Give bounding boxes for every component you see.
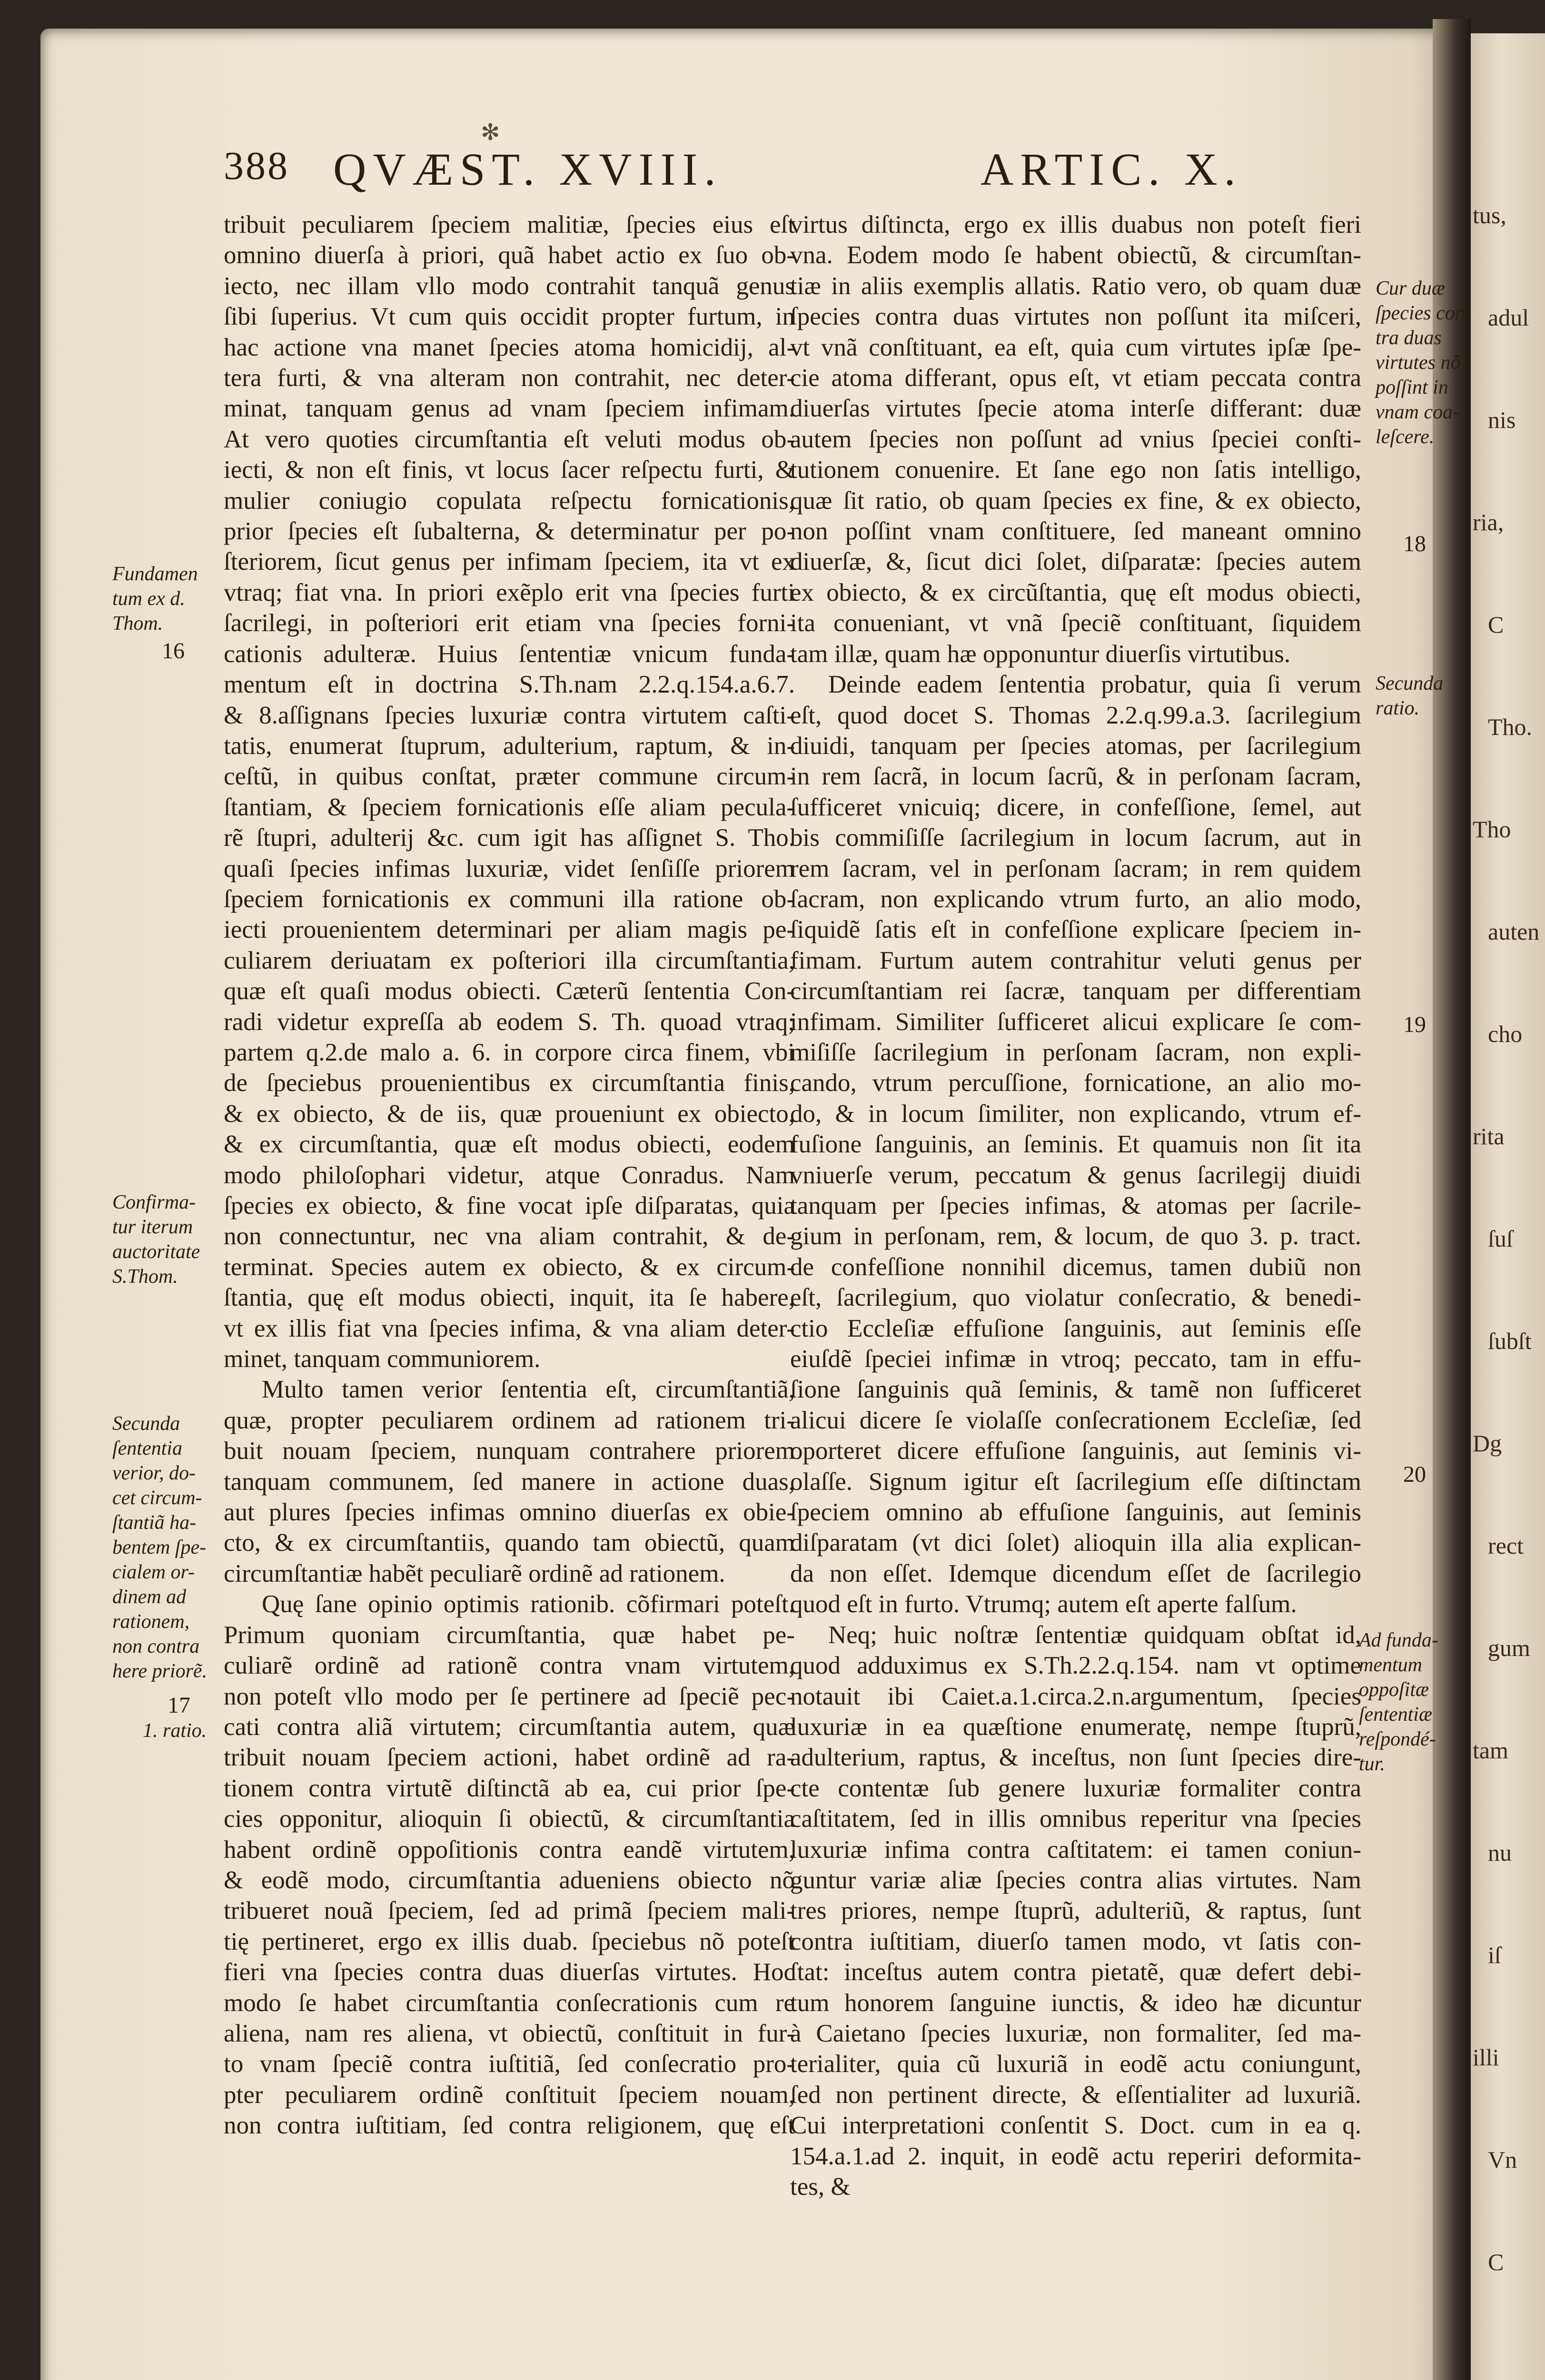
text-line: ſpecies contra duas virtutes non poſſunt ita miſceri, xyxy=(790,303,1361,331)
text-line: quaſi ſpecies infimas luxuriæ, videt ſenſiſſe priorem xyxy=(224,854,795,883)
text-line: tanquam per ſpecies infimas, & atomas per ſacrile- xyxy=(790,1192,1361,1220)
margin-note-line: verior, do- xyxy=(112,1462,196,1484)
text-line: ſtantiam, & ſpeciem fornicationis eſſe aliam pecula- xyxy=(224,793,795,821)
margin-note-line: leſcere. xyxy=(1376,426,1435,448)
text-line: in rem ſacrã, in locum ſacrũ, & in perſonam ſacram, xyxy=(790,763,1361,791)
adjacent-page-fragment: nu xyxy=(1488,1839,1512,1866)
margin-note-ad-fundamentum xyxy=(1359,1628,1438,1776)
text-line: tię pertineret, ergo ex illis duab. ſpeciebus nõ poteſt xyxy=(224,1927,795,1955)
margin-note-line: tra duas xyxy=(1376,327,1442,349)
adjacent-page-fragment: gum xyxy=(1488,1635,1530,1661)
text-line: rẽ ſtupri, adulterij &c. cum igit has aſſignet S. Tho. xyxy=(224,824,795,852)
text-line: omnino diuerſa à priori, quã habet actio ex ſuo ob- xyxy=(224,241,795,269)
text-line: tam illæ, quam hæ opponuntur diuerſis virtutibus. xyxy=(790,640,1291,668)
adjacent-page-fragment: Vn xyxy=(1488,2146,1517,2173)
text-line: ex obiecto, & ex circũſtantia, quę eſt modus obiecti, xyxy=(790,578,1361,606)
text-line: habent ordinẽ oppoſitionis contra eandẽ virtutem, xyxy=(224,1835,795,1864)
text-line: tutionem conuenire. Et ſane ego non ſatis intelligo, xyxy=(790,456,1361,484)
text-line: cati contra aliã virtutem; circumſtantia autem, quæ xyxy=(224,1713,795,1741)
text-line: vna. Eodem modo ſe habent obiectũ, & circumſtan- xyxy=(790,241,1361,269)
text-line: quod adduximus ex S.Th.2.2.q.154. nam vt optime xyxy=(790,1652,1361,1680)
text-line: alicui dicere ſe violaſſe conſecrationem Eccleſiæ, ſed xyxy=(790,1406,1361,1434)
text-line: tionem contra virtutẽ diſtinctã ab ea, cui prior ſpe- xyxy=(224,1774,795,1802)
text-line: prior ſpecies eſt ſubalterna, & determinatur per po- xyxy=(224,517,795,545)
text-line: tatis, enumerat ſtuprum, adulterium, raptum, & in- xyxy=(224,732,795,760)
adjacent-page-fragment: auten xyxy=(1488,918,1540,945)
right-text-column xyxy=(790,209,1361,2202)
adjacent-page-fragment: ſuſ xyxy=(1488,1225,1513,1252)
text-line: cte contentæ ſub genere luxuriæ formaliter contra xyxy=(790,1774,1361,1802)
margin-note-line: tum ex d. xyxy=(112,588,185,610)
text-line: ita conueniant, vt vnã ſpeciẽ conſtituant, ſiquidem xyxy=(790,609,1361,637)
text-line: vtraq; fiat vna. In priori exẽplo erit vna ſpecies furti xyxy=(224,578,795,606)
text-line: diuerſas virtutes ſpecie atoma interſe differant: duæ xyxy=(790,395,1361,423)
adjacent-page-fragment: iſ xyxy=(1488,1942,1501,1968)
text-line: guntur variæ aliæ ſpecies contra alias virtutes. Nam xyxy=(790,1866,1361,1894)
text-line: 154.a.1.ad 2. inquit, in eodẽ actu reperiri deformita- xyxy=(790,2142,1361,2170)
text-line: culiarẽ ordinẽ ad rationẽ contra vnam virtutem, xyxy=(224,1652,795,1680)
margin-number-19: 19 xyxy=(1403,1012,1426,1037)
text-line: do, & in locum ſimiliter, non explicando, vtrum ef- xyxy=(790,1100,1361,1128)
text-line: infimam. Similiter ſufficeret alicui explicare ſe com- xyxy=(790,1008,1361,1036)
text-line: cie atoma differant, opus eſt, vt etiam peccata contra xyxy=(790,364,1361,392)
margin-note-line: tur iterum xyxy=(112,1216,193,1238)
margin-note-secunda-ratio xyxy=(1376,671,1443,721)
text-line: iecti prouenientem determinari per aliam magis pe- xyxy=(224,916,795,944)
margin-note-line: Secunda xyxy=(1376,673,1444,694)
text-line: iecto, nec illam vllo modo contrahit tanquã genus xyxy=(224,272,795,300)
text-line: diuerſæ, &, ſicut dici ſolet, diſparatæ: ſpecies autem xyxy=(790,548,1361,576)
adjacent-page-fragment: Tho xyxy=(1473,816,1511,843)
text-line: ſacram, non explicando vtrum furto, an alio modo, xyxy=(790,885,1361,913)
adjacent-page-fragment: C xyxy=(1488,2249,1504,2275)
text-line: fieri vna ſpecies contra duas diuerſas virtutes. Hoc xyxy=(224,1958,795,1986)
text-line: oporteret dicere effuſione ſanguinis, aut ſeminis vi- xyxy=(790,1437,1361,1465)
text-line: ſpeciem omnino ab effuſione ſanguinis, aut ſeminis xyxy=(790,1498,1361,1527)
text-line: tiæ in aliis exemplis allatis. Ratio vero, ob quam duæ xyxy=(790,272,1361,300)
text-line: pter peculiarem ordinẽ conſtituit ſpeciem nouam, xyxy=(224,2081,795,2109)
adjacent-page-fragment: nis xyxy=(1488,407,1516,433)
margin-note-line: Ad funda- xyxy=(1359,1629,1438,1651)
text-line: partem q.2.de malo a. 6. in corpore circa finem, vbi xyxy=(224,1038,795,1066)
running-head-question: QVÆST. XVIII. xyxy=(333,144,723,195)
text-line: non poteſt vllo modo per ſe pertinere ad ſpeciẽ pec- xyxy=(224,1682,795,1710)
margin-note-line: vnam coa- xyxy=(1376,401,1460,423)
text-line: cto, & ex circumſtantiis, quando tam obiectũ, quam xyxy=(224,1529,795,1557)
text-line: non connectuntur, nec vna aliam contrahit, & de- xyxy=(224,1222,795,1250)
text-line: radi videtur expreſſa ab eodem S. Th. quoad vtraq; xyxy=(224,1008,795,1036)
adjacent-page-fragment: tus, xyxy=(1473,202,1506,228)
text-line: minet, tanquam communiorem. xyxy=(224,1345,541,1373)
adjacent-page-fragment: ſubſt xyxy=(1488,1328,1532,1354)
left-text-column xyxy=(224,209,795,2141)
adjacent-page-fragment: Dg xyxy=(1473,1430,1502,1457)
text-line: terialiter, quia cũ luxuriã in eodẽ actu coniungunt, xyxy=(790,2050,1361,2078)
margin-note-line: tur. xyxy=(1359,1753,1385,1775)
text-line: quæ ſit ratio, ob quam ſpecies ex fine, & ex obiecto, xyxy=(790,486,1361,515)
text-line: de confeſſione nonnihil dicemus, tamen dubiũ non xyxy=(790,1253,1361,1281)
text-line: tes, & xyxy=(790,2173,851,2201)
margin-note-line: 1. ratio. xyxy=(143,1720,207,1742)
text-line: olaſſe. Signum igitur eſt ſacrilegium eſſe diſtinctam xyxy=(790,1468,1361,1496)
margin-note-line: virtutes nõ xyxy=(1376,352,1461,374)
margin-note-fundamentum xyxy=(112,562,198,636)
margin-number-20: 20 xyxy=(1403,1462,1426,1487)
margin-note-line: ratio. xyxy=(1376,697,1420,719)
text-line: Cui interpretationi conſentit S. Doct. cum in ea q. xyxy=(790,2112,1361,2140)
text-line: tanquam communem, ſed manere in actione duas, xyxy=(224,1468,795,1496)
margin-note-line: bentem ſpe- xyxy=(112,1537,207,1558)
text-line: vt ex illis fiat vna ſpecies infima, & vna aliam deter- xyxy=(224,1314,795,1342)
margin-note-confirmatur xyxy=(112,1190,200,1289)
text-line: notauit ibi Caiet.a.1.circa.2.n.argumentum, ſpecies xyxy=(790,1682,1361,1710)
text-line: ſibi ſuperius. Vt cum quis occidit propter furtum, in xyxy=(224,303,795,331)
margin-note-prima-ratio xyxy=(143,1718,207,1743)
adjacent-page-fragment: adul xyxy=(1488,304,1529,331)
text-line: ſufficeret vnicuiq; dicere, in confeſſione, ſemel, aut xyxy=(790,793,1361,821)
text-line: gium in perſonam, rem, & locum, de quo 3. p. tract. xyxy=(790,1222,1361,1250)
text-line: ceſtũ, in quibus conſtat, præter commune circum- xyxy=(224,763,795,791)
text-line: tres priores, nempe ſtuprũ, adulteriũ, & raptus, ſunt xyxy=(790,1897,1361,1925)
text-line: ſione ſanguinis quã ſeminis, & tamẽ non ſufficeret xyxy=(790,1376,1361,1404)
margin-note-line: ſententiæ xyxy=(1359,1704,1432,1726)
text-line: modo philoſophari videtur, atque Conradus. Nam xyxy=(224,1161,795,1189)
margin-note-line: ſtantiã ha- xyxy=(112,1512,197,1534)
text-line: ctio Eccleſiæ effuſione ſanguinis, aut ſeminis eſſe xyxy=(790,1314,1361,1342)
text-line: vt vnã conſtituant, ea eſt, quia cum virtutes ipſæ ſpe- xyxy=(790,333,1361,361)
text-line: minat, tanquam genus ad vnam ſpeciem infimam. xyxy=(224,395,795,423)
margin-note-line: oppoſitæ xyxy=(1359,1679,1429,1701)
text-line: ſacrilegi, in poſteriori erit etiam vna ſpecies forni- xyxy=(224,609,795,637)
text-line: rem ſacram, vel in perſonam ſacram; in rem quidem xyxy=(790,854,1361,883)
margin-note-line: poſſint in xyxy=(1376,377,1448,398)
margin-note-line: mentum xyxy=(1359,1654,1422,1676)
text-line: diuidi, tanquam per ſpecies atomas, per ſacrilegium xyxy=(790,732,1361,760)
text-line: fuſione ſanguinis, an ſeminis. Et quamuis non ſit ita xyxy=(790,1130,1361,1159)
text-line: buit nouam ſpeciem, nunquam contrahere priorem xyxy=(224,1437,795,1465)
margin-note-line: Confirma- xyxy=(112,1191,196,1213)
text-line: cies opponitur, alioquin ſi obiectũ, & circumſtantia xyxy=(224,1805,795,1833)
text-line: tera furti, & vna alteram non contrahit, nec deter- xyxy=(224,364,795,392)
text-line: virtus diſtincta, ergo ex illis duabus non poteſt fieri xyxy=(790,211,1361,238)
text-line: autem ſpecies non poſſunt ad vnius ſpeciei conſti- xyxy=(790,425,1361,453)
text-line: mentum eſt in doctrina S.Th.nam 2.2.q.154.a.6.7. xyxy=(224,671,795,699)
text-line: eſt, ſacrilegium, quo violatur conſecratio, & benedi- xyxy=(790,1284,1361,1312)
adjacent-page-fragment: Tho. xyxy=(1488,714,1533,740)
text-line: circumſtantiam rei ſacræ, tanquam per differentiam xyxy=(790,977,1361,1005)
text-line: à Caietano ſpecies luxuriæ, non formaliter, ſed ma- xyxy=(790,2019,1361,2047)
text-line: quod eſt in furto. Vtrumq; autem eſt aperte falſum. xyxy=(790,1590,1297,1618)
text-line: non poſſint vnam conſtituere, ſed maneant omnino xyxy=(790,517,1361,545)
text-line: to vnam ſpeciẽ contra iuſtitiã, ſed conſecratio pro- xyxy=(224,2050,795,2078)
margin-note-line: rationem, xyxy=(112,1611,190,1633)
margin-number-16: 16 xyxy=(162,638,185,664)
text-line: eſt, quod docet S. Thomas 2.2.q.99.a.3. ſacrilegium xyxy=(790,701,1361,729)
text-line: cationis adulteræ. Huius ſententiæ vnicum funda- xyxy=(224,640,795,668)
text-line: ſtat: inceſtus autem contra pietatẽ, quæ defert debi- xyxy=(790,1958,1361,1986)
margin-note-line: cialem or- xyxy=(112,1561,195,1583)
adjacent-page-fragment: C xyxy=(1488,611,1504,638)
page-number: 388 xyxy=(224,144,289,188)
margin-note-line: reſpondé- xyxy=(1359,1728,1436,1750)
margin-note-line: non contra xyxy=(112,1636,200,1657)
text-line: Primum quoniam circumſtantia, quæ habet pe- xyxy=(224,1621,795,1649)
text-line: circumſtantiæ habẽt peculiarẽ ordinẽ ad rationem. xyxy=(224,1559,725,1587)
margin-note-line: Fundamen xyxy=(112,563,198,585)
text-line: & ex obiecto, & de iis, quæ proueniunt ex obiecto, xyxy=(224,1100,795,1128)
running-head-article: ARTIC. X. xyxy=(980,144,1242,195)
text-line: modo ſe habet circumſtantia conſecrationis cum re xyxy=(224,1989,795,2017)
text-line: & ex circumſtantia, quæ eſt modus obiecti, eodem xyxy=(224,1130,795,1159)
text-line: quæ, propter peculiarem ordinem ad rationem tri- xyxy=(224,1406,795,1434)
text-line: aut plures ſpecies infimas omnino diuerſas ex obie- xyxy=(224,1498,795,1527)
text-line: contra iuſtitiam, diuerſo tamen modo, vt ſatis con- xyxy=(790,1927,1361,1955)
adjacent-page-fragment: tam xyxy=(1473,1737,1508,1764)
margin-note-line: dinem ad xyxy=(112,1586,187,1608)
text-line: tribuit peculiarem ſpeciem malitiæ, ſpecies eius eſt xyxy=(224,211,795,238)
text-line: mulier coniugio copulata reſpectu fornicationis, xyxy=(224,486,795,515)
text-line: Neq; huic noſtræ ſententiæ quidquam obſtat id, xyxy=(828,1621,1361,1649)
text-line: eiuſdẽ ſpeciei infimæ in vtroq; peccato, tam in effu- xyxy=(790,1345,1361,1373)
text-line: tribuit nouam ſpeciem actioni, habet ordinẽ ad ra- xyxy=(224,1744,795,1772)
text-line: terminat. Species autem ex obiecto, & ex circum- xyxy=(224,1253,795,1281)
text-line: ſed non pertinent directe, & eſſentialiter ad luxuriã. xyxy=(790,2081,1361,2109)
margin-number-17: 17 xyxy=(168,1693,190,1718)
text-line: tum honorem ſanguine iunctis, & ideo hæ dicuntur xyxy=(790,1989,1361,2017)
text-line: quæ eſt quaſi modus obiecti. Cæterũ ſententia Con- xyxy=(224,977,795,1005)
margin-note-line: Thom. xyxy=(112,613,163,635)
text-line: da non eſſet. Idemque dicendum eſſet de ſacrilegio xyxy=(790,1559,1361,1587)
text-line: non contra iuſtitiam, ſed contra religionem, quę eſt xyxy=(224,2112,795,2140)
margin-note-line: ſpecies con- xyxy=(1376,302,1472,324)
text-line: culiarem deriuatam ex poſteriori illa circumſtantia, xyxy=(224,946,795,974)
text-line: Deinde eadem ſententia probatur, quia ſi verum xyxy=(828,671,1361,699)
text-line: At vero quoties circumſtantia eſt veluti modus ob- xyxy=(224,425,795,453)
text-line: ſteriorem, ſicut genus per infimam ſpeciem, ita vt ex xyxy=(224,548,795,576)
text-line: ſiquidẽ ſatis eſt in confeſſione explicare ſpeciem in- xyxy=(790,916,1361,944)
text-line: miſiſſe ſacrilegium in perſonam ſacram, non expli- xyxy=(790,1038,1361,1066)
adjacent-page-fragment: rita xyxy=(1473,1123,1505,1150)
text-line: ſtantia, quę eſt modus obiecti, inquit, ita ſe habere, xyxy=(224,1284,795,1312)
margin-note-line: ſententia xyxy=(112,1438,182,1459)
text-line: de ſpeciebus prouenientibus ex circumſtantia finis, xyxy=(224,1069,795,1097)
margin-note-line: Secunda xyxy=(112,1413,180,1435)
margin-note-line: cet circum- xyxy=(112,1487,202,1509)
adjacent-page-fragment: cho xyxy=(1488,1021,1523,1047)
margin-note-secunda-sententia xyxy=(112,1411,207,1684)
text-line: vniuerſe verum, peccatum & genus ſacrilegij diuidi xyxy=(790,1161,1361,1189)
margin-note-line: here priorẽ. xyxy=(112,1660,208,1682)
adjacent-page-fragment: ria, xyxy=(1473,509,1504,536)
text-line: bis commiſiſſe ſacrilegium in locum ſacrum, aut in xyxy=(790,824,1361,852)
text-line: hac actione vna manet ſpecies atoma homicidij, al- xyxy=(224,333,795,361)
text-line: cando, vtrum percuſſione, fornicatione, an alio mo- xyxy=(790,1069,1361,1097)
text-line: Multo tamen verior ſententia eſt, circumſtantiã, xyxy=(262,1376,795,1404)
text-line: ſpeciem fornicationis ex communi illa ratione ob- xyxy=(224,885,795,913)
text-line: iecti, & non eſt finis, vt locus ſacer reſpectu furti, & xyxy=(224,456,795,484)
text-line: fimam. Furtum autem contrahitur veluti genus per xyxy=(790,946,1361,974)
margin-note-line: auctoritate xyxy=(112,1241,200,1263)
adjacent-page-fragment: illi xyxy=(1473,2044,1499,2071)
text-line: caſtitatem, ſed in illis omnibus reperitur vna ſpecies xyxy=(790,1805,1361,1833)
text-line: luxuriæ in ea quæſtione enumeratę, nempe ſtuprũ, xyxy=(790,1713,1361,1741)
margin-number-18: 18 xyxy=(1403,531,1426,556)
adjacent-page-edge xyxy=(1471,33,1545,2380)
adjacent-page-fragment: rect xyxy=(1488,1532,1524,1559)
signature-mark: ✻ xyxy=(481,120,500,145)
text-line: & 8.aſſignans ſpecies luxuriæ contra virtutem caſti- xyxy=(224,701,795,729)
text-line: & eodẽ modo, circumſtantia adueniens obiecto nõ xyxy=(224,1866,795,1894)
text-line: luxuriæ infima contra caſtitatem: ei tamen coniun- xyxy=(790,1835,1361,1864)
text-line: tribueret nouã ſpeciem, ſed ad primã ſpeciem mali- xyxy=(224,1897,795,1925)
text-line: adulterium, raptus, & inceſtus, non ſunt ſpecies dire- xyxy=(790,1744,1361,1772)
text-line: diſparatam (vt dici ſolet) alioquin illa alia explican- xyxy=(790,1529,1361,1557)
text-line: aliena, nam res aliena, vt obiectũ, conſtituit in fur- xyxy=(224,2019,795,2047)
margin-note-line: Cur duæ xyxy=(1376,278,1445,299)
margin-note-line: S.Thom. xyxy=(112,1266,178,1288)
margin-note-cur-duae-species xyxy=(1376,276,1472,449)
text-line: ſpecies ex obiecto, & fine vocat ipſe diſparatas, quia xyxy=(224,1192,795,1220)
text-line: Quę ſane opinio optimis rationib. cõfirmari poteſt. xyxy=(262,1590,795,1618)
